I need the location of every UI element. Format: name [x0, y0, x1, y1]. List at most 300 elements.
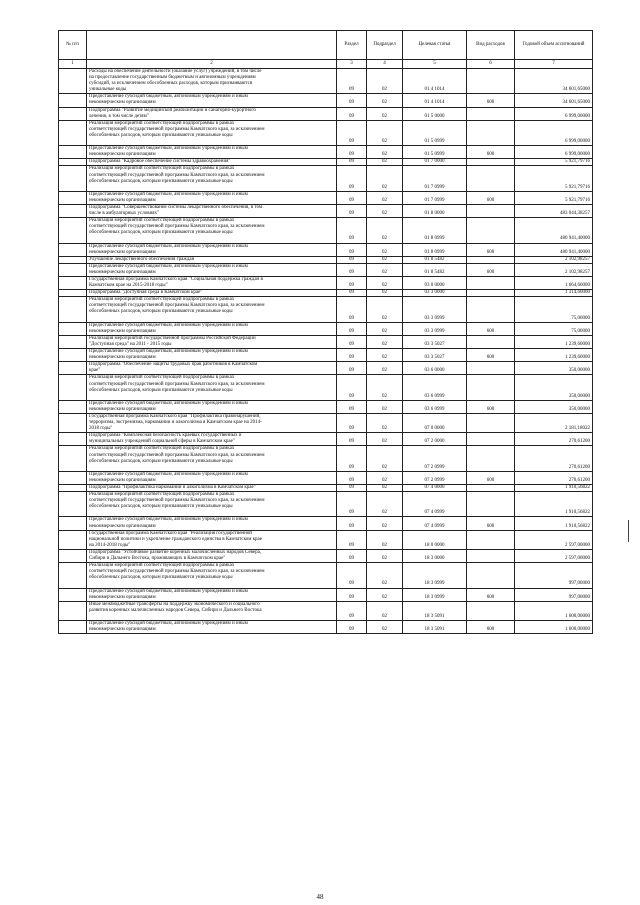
row-section-cell: 09: [337, 263, 367, 276]
row-target-cell: 18 3 5091: [403, 620, 467, 633]
row-subsection-cell: 02: [367, 218, 403, 243]
row-name-line: соответствующей государственной программы Камчатского края, за исключением: [89, 126, 265, 132]
row-name-cell: [87, 218, 337, 243]
row-amount-cell: 480 941,40000: [515, 218, 593, 243]
row-name-cell: [87, 549, 337, 562]
row-subsection-cell: 02: [367, 297, 403, 322]
row-num-cell: [59, 446, 87, 471]
row-section-cell: 09: [337, 322, 367, 335]
row-target-cell: 03 0 0000: [403, 277, 467, 290]
row-amount-cell: 5 921,79716: [515, 159, 593, 166]
row-name-line: Реализация мероприятий соответствующей подпрограммы в рамках: [89, 297, 235, 303]
row-num-cell: [59, 243, 87, 256]
row-name-line: Предоставление субсидий бюджетным, автономным учреждениям и иным: [89, 94, 248, 100]
row-target-cell: 01 5 0000: [403, 107, 467, 120]
row-name-line: соответствующей государственной программы Камчатского края, за исключением: [89, 303, 265, 309]
row-name-cell: [87, 297, 337, 322]
row-exptype-cell: [467, 362, 515, 375]
row-name-line: Реализация мероприятий соответствующей подпрограммы в рамках: [89, 375, 235, 381]
row-subsection-cell: 02: [367, 159, 403, 166]
row-amount-cell: 2 597,00000: [515, 530, 593, 549]
page-number: 48: [316, 893, 324, 901]
row-name-line: обособленных расходов, которым присваиваются уникальные коды: [89, 458, 233, 464]
row-subsection-cell: 02: [367, 277, 403, 290]
row-num-cell: [59, 530, 87, 549]
row-num-cell: [59, 107, 87, 120]
table-row: [59, 413, 593, 432]
row-num-cell: [59, 517, 87, 530]
row-exptype-cell: [467, 335, 515, 348]
row-subsection-cell: 02: [367, 69, 403, 94]
row-name-line: субсидий, за исключением обособленных расходов, которым присваиваются: [89, 81, 253, 87]
row-section-cell: 09: [337, 413, 367, 432]
row-name-line: обособленных расходов, которым присваиваются уникальные коды: [89, 230, 233, 236]
row-exptype-cell: [467, 166, 515, 191]
row-section-cell: 09: [337, 277, 367, 290]
row-name-line: обособленных расходов, которым присваиваются уникальные коды: [89, 178, 233, 184]
row-target-cell: 03 3 5027: [403, 335, 467, 348]
row-num-cell: [59, 256, 87, 263]
row-num-cell: [59, 471, 87, 484]
row-target-cell: 18 3 0000: [403, 549, 467, 562]
row-name-cell: [87, 191, 337, 204]
row-name-line: соответствующей государственной программы Камчатского края, за исключением: [89, 172, 265, 178]
row-name-cell: [87, 413, 337, 432]
row-name-cell: [87, 107, 337, 120]
row-section-cell: 09: [337, 433, 367, 446]
row-name-line: Предоставление субсидий бюджетным, автономным учреждениям и иным: [89, 263, 248, 269]
row-name-line: [89, 465, 334, 471]
row-name-cell: [87, 256, 337, 263]
row-num-cell: [59, 322, 87, 335]
row-name-line: некоммерческим организациям: [89, 269, 156, 275]
row-num-cell: [59, 433, 87, 446]
row-amount-cell: 1 239,60000: [515, 335, 593, 348]
row-name-cell: [87, 492, 337, 517]
row-name-line: [89, 316, 334, 322]
row-exptype-cell: 600: [467, 400, 515, 413]
row-subsection-cell: 02: [367, 375, 403, 400]
row-num-cell: [59, 400, 87, 413]
row-amount-cell: 270,61200: [515, 471, 593, 484]
row-name-line: крае": [89, 368, 101, 374]
row-num-cell: [59, 485, 87, 492]
table-row: [59, 159, 593, 166]
row-num-cell: [59, 159, 87, 166]
row-name-line: Реализация мероприятий соответствующей подпрограммы в рамках: [89, 446, 235, 452]
row-subsection-cell: 02: [367, 204, 403, 217]
row-exptype-cell: [467, 69, 515, 94]
table-row: [59, 471, 593, 484]
table-row: [59, 256, 593, 263]
row-name-line: Предоставление субсидий бюджетным, автономным учреждениям и иным: [89, 349, 248, 355]
row-target-cell: 03 3 5027: [403, 349, 467, 362]
row-name-line: [89, 581, 334, 587]
row-name-line: терроризма, экстремизма, наркомании и алкоголизма в Камчатском крае на 2014-: [89, 420, 262, 426]
row-target-cell: 18 0 0000: [403, 530, 467, 549]
row-target-cell: 03 3 0999: [403, 322, 467, 335]
row-target-cell: 03 6 0999: [403, 400, 467, 413]
row-amount-cell: 2 102,98257: [515, 256, 593, 263]
row-exptype-cell: 600: [467, 243, 515, 256]
row-target-cell: 03 3 0999: [403, 297, 467, 322]
row-name-line: Подпрограмма "Кадровое обеспечение системы здравоохранения": [89, 159, 231, 165]
header-target: Целевая статья: [403, 31, 467, 60]
row-name-line: [89, 236, 334, 242]
row-name-line: числе в амбулаторных условиях": [89, 211, 160, 217]
table-row: [59, 400, 593, 413]
row-num-cell: [59, 69, 87, 94]
row-exptype-cell: [467, 549, 515, 562]
row-name-line: Иные межбюджетные трансферты на поддержку экономического и социального: [89, 601, 260, 607]
row-name-line: Подпрограмма "Устойчивое развитие коренных малочисленных народов Севера,: [89, 549, 262, 555]
table-row: [59, 433, 593, 446]
row-section-cell: 09: [337, 446, 367, 471]
row-exptype-cell: [467, 218, 515, 243]
table-row: [59, 362, 593, 375]
row-name-line: некоммерческим организациям: [89, 249, 156, 255]
row-exptype-cell: 600: [467, 191, 515, 204]
row-section-cell: 09: [337, 120, 367, 145]
row-exptype-cell: [467, 120, 515, 145]
row-subsection-cell: 02: [367, 335, 403, 348]
row-name-line: развития коренных малочисленных народов Севера, Сибири и Дальнего Востока: [89, 607, 262, 613]
row-target-cell: 01 4 1014: [403, 94, 467, 107]
row-name-cell: [87, 94, 337, 107]
row-name-cell: [87, 433, 337, 446]
budget-table: [58, 30, 593, 634]
row-name-line: Подпрограмма "Совершенствование системы лекарственного обеспечения, в том: [89, 204, 263, 210]
row-subsection-cell: 02: [367, 492, 403, 517]
row-amount-cell: 997,00000: [515, 563, 593, 588]
row-name-line: Предоставление субсидий бюджетным, автономным учреждениям и иным: [89, 146, 248, 152]
row-target-cell: 03 6 0999: [403, 375, 467, 400]
row-name-line: соответствующей государственной программы Камчатского края, за исключением: [89, 569, 265, 575]
row-name-line: [89, 510, 334, 516]
row-amount-cell: 1 239,60000: [515, 349, 593, 362]
row-section-cell: 09: [337, 362, 367, 375]
table-row: [59, 492, 593, 517]
row-name-line: Предоставление субсидий бюджетным, автономным учреждениям и иным: [89, 191, 248, 197]
row-section-cell: 09: [337, 256, 367, 263]
row-amount-cell: 34 601,65000: [515, 94, 593, 107]
row-section-cell: 09: [337, 349, 367, 362]
row-section-cell: 09: [337, 290, 367, 297]
row-target-cell: 03 6 0000: [403, 362, 467, 375]
table-row: [59, 620, 593, 633]
row-exptype-cell: [467, 433, 515, 446]
row-section-cell: 09: [337, 517, 367, 530]
row-section-cell: 09: [337, 588, 367, 601]
row-section-cell: 09: [337, 620, 367, 633]
row-target-cell: 01 8 0999: [403, 243, 467, 256]
row-name-cell: [87, 517, 337, 530]
row-amount-cell: 6 999,00000: [515, 146, 593, 159]
row-num-cell: [59, 218, 87, 243]
row-name-line: Предоставление субсидий бюджетным, автономным учреждениям и иным: [89, 400, 248, 406]
row-name-line: Подпрограмма "Развитие медицинской реабилитации и санаторно-курортного: [89, 107, 256, 113]
row-target-cell: 07 2 0999: [403, 471, 467, 484]
row-subsection-cell: 02: [367, 243, 403, 256]
row-num-cell: [59, 375, 87, 400]
row-exptype-cell: 600: [467, 588, 515, 601]
row-target-cell: 07 4 0999: [403, 517, 467, 530]
table-header-row: [59, 31, 593, 60]
row-num-cell: [59, 492, 87, 517]
table-row: [59, 335, 593, 348]
row-name-line: на предоставление государственным бюджетным и автономным учреждениям: [89, 75, 256, 81]
row-amount-cell: 2 597,00000: [515, 549, 593, 562]
row-name-line: Реализация мероприятий соответствующей подпрограммы в рамках: [89, 166, 235, 172]
table-row: [59, 530, 593, 549]
row-name-line: муниципальных учреждений социальной сферы в Камчатском крае": [89, 439, 235, 445]
row-subsection-cell: 02: [367, 256, 403, 263]
row-subsection-cell: 02: [367, 349, 403, 362]
table-row: [59, 94, 593, 107]
row-num-cell: [59, 563, 87, 588]
row-name-line: Предоставление субсидий бюджетным, автономным учреждениям и иным: [89, 620, 248, 626]
row-name-line: Улучшение лекарственного обеспечения граждан: [89, 256, 195, 262]
row-section-cell: 09: [337, 166, 367, 191]
row-exptype-cell: 600: [467, 263, 515, 276]
row-section-cell: 09: [337, 400, 367, 413]
row-amount-cell: 1 910,56822: [515, 485, 593, 492]
row-subsection-cell: 02: [367, 620, 403, 633]
table-row: [59, 322, 593, 335]
row-section-cell: 09: [337, 335, 367, 348]
row-name-line: [89, 614, 334, 620]
row-name-line: Предоставление субсидий бюджетным, автономным учреждениям и иным: [89, 517, 248, 523]
row-num-cell: [59, 290, 87, 297]
row-num-cell: [59, 588, 87, 601]
row-num-cell: [59, 263, 87, 276]
row-subsection-cell: 02: [367, 94, 403, 107]
row-name-cell: [87, 471, 337, 484]
row-exptype-cell: [467, 277, 515, 290]
row-num-cell: [59, 146, 87, 159]
row-amount-cell: 350,00000: [515, 362, 593, 375]
row-name-cell: [87, 166, 337, 191]
colnum: 6: [467, 60, 515, 69]
row-target-cell: 01 8 0000: [403, 204, 467, 217]
row-name-line: соответствующей государственной программы Камчатского края, за исключением: [89, 452, 265, 458]
row-name-line: [89, 185, 334, 191]
row-name-cell: [87, 277, 337, 290]
row-subsection-cell: 02: [367, 471, 403, 484]
row-target-cell: 01 8 5482: [403, 256, 467, 263]
row-name-line: некоммерческим организациям: [89, 627, 156, 633]
row-exptype-cell: 600: [467, 471, 515, 484]
row-num-cell: [59, 277, 87, 290]
row-target-cell: 18 3 5091: [403, 601, 467, 620]
row-num-cell: [59, 549, 87, 562]
row-section-cell: 09: [337, 549, 367, 562]
row-section-cell: 09: [337, 191, 367, 204]
table-row: [59, 69, 593, 94]
table-row: [59, 166, 593, 191]
row-name-line: соответствующей государственной программы Камчатского края, за исключением: [89, 224, 265, 230]
table-row: [59, 549, 593, 562]
row-name-cell: [87, 349, 337, 362]
row-name-cell: [87, 322, 337, 335]
row-num-cell: [59, 120, 87, 145]
row-name-line: некоммерческим организациям: [89, 197, 156, 203]
row-num-cell: [59, 335, 87, 348]
row-subsection-cell: 02: [367, 146, 403, 159]
row-subsection-cell: 02: [367, 601, 403, 620]
row-target-cell: 18 3 0999: [403, 588, 467, 601]
row-num-cell: [59, 191, 87, 204]
row-subsection-cell: 02: [367, 107, 403, 120]
row-target-cell: 18 3 0999: [403, 563, 467, 588]
colnum: 7: [515, 60, 593, 69]
colnum: 2: [87, 60, 337, 69]
row-name-line: Подпрограмма "Профилактика наркомании и алкоголизма в Камчатском крае": [89, 485, 256, 490]
row-exptype-cell: [467, 492, 515, 517]
row-subsection-cell: 02: [367, 166, 403, 191]
row-amount-cell: 997,00000: [515, 588, 593, 601]
row-name-line: обособленных расходов, которым присваиваются уникальные коды: [89, 575, 233, 581]
row-name-cell: [87, 620, 337, 633]
row-name-line: 2018 годы": [89, 426, 113, 432]
row-name-line: Предоставление субсидий бюджетным, автономным учреждениям и иным: [89, 471, 248, 477]
table-row: [59, 120, 593, 145]
row-target-cell: 01 5 0999: [403, 120, 467, 145]
row-exptype-cell: [467, 204, 515, 217]
header-section: Раздел: [337, 31, 367, 60]
row-name-line: обособленных расходов, которым присваиваются уникальные коды: [89, 504, 233, 510]
table-row: [59, 517, 593, 530]
row-amount-cell: 1 314,60000: [515, 290, 593, 297]
row-section-cell: 09: [337, 492, 367, 517]
row-num-cell: [59, 297, 87, 322]
table-body: [59, 69, 593, 634]
row-name-cell: [87, 375, 337, 400]
row-name-cell: [87, 446, 337, 471]
row-amount-cell: 34 601,65000: [515, 69, 593, 94]
colnum: 4: [367, 60, 403, 69]
row-name-line: некоммерческим организациям: [89, 477, 156, 483]
table-row: [59, 191, 593, 204]
row-subsection-cell: 02: [367, 413, 403, 432]
row-subsection-cell: 02: [367, 263, 403, 276]
row-exptype-cell: [467, 256, 515, 263]
table-row: [59, 563, 593, 588]
row-name-line: Государственная программа Камчатского края "Социальная поддержка граждан в: [89, 277, 263, 282]
row-exptype-cell: [467, 413, 515, 432]
row-name-cell: [87, 290, 337, 297]
row-name-line: Государственная программа Камчатского края "Профилактика правонарушений,: [89, 413, 261, 419]
row-section-cell: 09: [337, 107, 367, 120]
colnum: 1: [59, 60, 87, 69]
row-exptype-cell: [467, 601, 515, 620]
row-name-line: соответствующей государственной программы Камчатского края, за исключением: [89, 498, 265, 504]
row-name-line: некоммерческим организациям: [89, 152, 156, 158]
row-section-cell: 09: [337, 297, 367, 322]
row-name-line: некоммерческим организациям: [89, 328, 156, 334]
row-exptype-cell: [467, 107, 515, 120]
row-name-line: Предоставление субсидий бюджетным, автономным учреждениям и иным: [89, 243, 248, 249]
row-target-cell: 01 4 1014: [403, 69, 467, 94]
row-section-cell: 09: [337, 243, 367, 256]
row-subsection-cell: 02: [367, 362, 403, 375]
table-row: [59, 446, 593, 471]
header-amount: Годовой объем ассигнований: [515, 31, 593, 60]
table-row: [59, 243, 593, 256]
row-subsection-cell: 02: [367, 530, 403, 549]
row-exptype-cell: 600: [467, 322, 515, 335]
row-amount-cell: 350,00000: [515, 375, 593, 400]
table-row: [59, 146, 593, 159]
row-amount-cell: 480 941,40000: [515, 243, 593, 256]
row-name-cell: [87, 69, 337, 94]
row-name-line: национальной политики и укрепление гражданского единства в Камчатском крае: [89, 536, 262, 542]
row-subsection-cell: 02: [367, 549, 403, 562]
row-section-cell: 09: [337, 471, 367, 484]
row-exptype-cell: 600: [467, 349, 515, 362]
header-name: [87, 31, 337, 60]
budget-table-page: [58, 30, 592, 634]
row-name-line: соответствующей государственной программы Камчатского края, за исключением: [89, 381, 265, 387]
row-section-cell: 09: [337, 375, 367, 400]
row-subsection-cell: 02: [367, 517, 403, 530]
row-subsection-cell: 02: [367, 446, 403, 471]
row-name-line: Реализация мероприятий соответствующей подпрограммы в рамках: [89, 492, 235, 498]
table-row: [59, 588, 593, 601]
row-exptype-cell: [467, 530, 515, 549]
row-exptype-cell: [467, 446, 515, 471]
row-name-line: Реализация мероприятий соответствующей подпрограммы в рамках: [89, 218, 235, 224]
row-exptype-cell: [467, 159, 515, 166]
row-exptype-cell: [467, 297, 515, 322]
row-name-line: Сибири и Дальнего Востока, проживающих в Камчатском крае": [89, 556, 226, 562]
row-section-cell: 09: [337, 146, 367, 159]
row-name-line: Расходы на обеспечение деятельности (оказание услуг) учреждений, в том числе: [89, 69, 262, 74]
row-exptype-cell: [467, 290, 515, 297]
row-subsection-cell: 02: [367, 563, 403, 588]
row-name-line: некоммерческим организациям: [89, 523, 156, 529]
table-row: [59, 601, 593, 620]
row-amount-cell: 1 664,60000: [515, 277, 593, 290]
row-name-cell: [87, 159, 337, 166]
row-amount-cell: 270,61200: [515, 446, 593, 471]
row-name-line: некоммерческим организациям: [89, 594, 156, 600]
row-name-line: Реализация мероприятий соответствующей подпрограммы в рамках: [89, 120, 235, 126]
row-name-line: Государственная программа Камчатского края "Реализация государственной: [89, 530, 252, 536]
row-name-line: Реализация мероприятий соответствующей подпрограммы в рамках: [89, 563, 235, 569]
row-name-line: уникальные коды: [89, 87, 127, 93]
row-amount-cell: 270,61200: [515, 433, 593, 446]
row-amount-cell: 75,00000: [515, 297, 593, 322]
row-num-cell: [59, 620, 87, 633]
row-subsection-cell: 02: [367, 485, 403, 492]
row-name-line: Подпрограмма "Доступная среда в Камчатском крае": [89, 290, 203, 296]
row-exptype-cell: 600: [467, 146, 515, 159]
row-amount-cell: 6 999,00000: [515, 107, 593, 120]
row-section-cell: 09: [337, 601, 367, 620]
row-subsection-cell: 02: [367, 120, 403, 145]
row-name-cell: [87, 146, 337, 159]
table-row: [59, 107, 593, 120]
row-target-cell: 01 8 5482: [403, 263, 467, 276]
row-name-line: [89, 139, 334, 145]
table-row: [59, 349, 593, 362]
row-section-cell: 09: [337, 69, 367, 94]
row-name-line: "Доступная среда" на 2011 - 2015 годы: [89, 341, 172, 347]
margin-mark: [628, 520, 629, 542]
row-name-cell: [87, 120, 337, 145]
row-name-line: обособленных расходов, которым присваиваются уникальные коды: [89, 309, 233, 315]
